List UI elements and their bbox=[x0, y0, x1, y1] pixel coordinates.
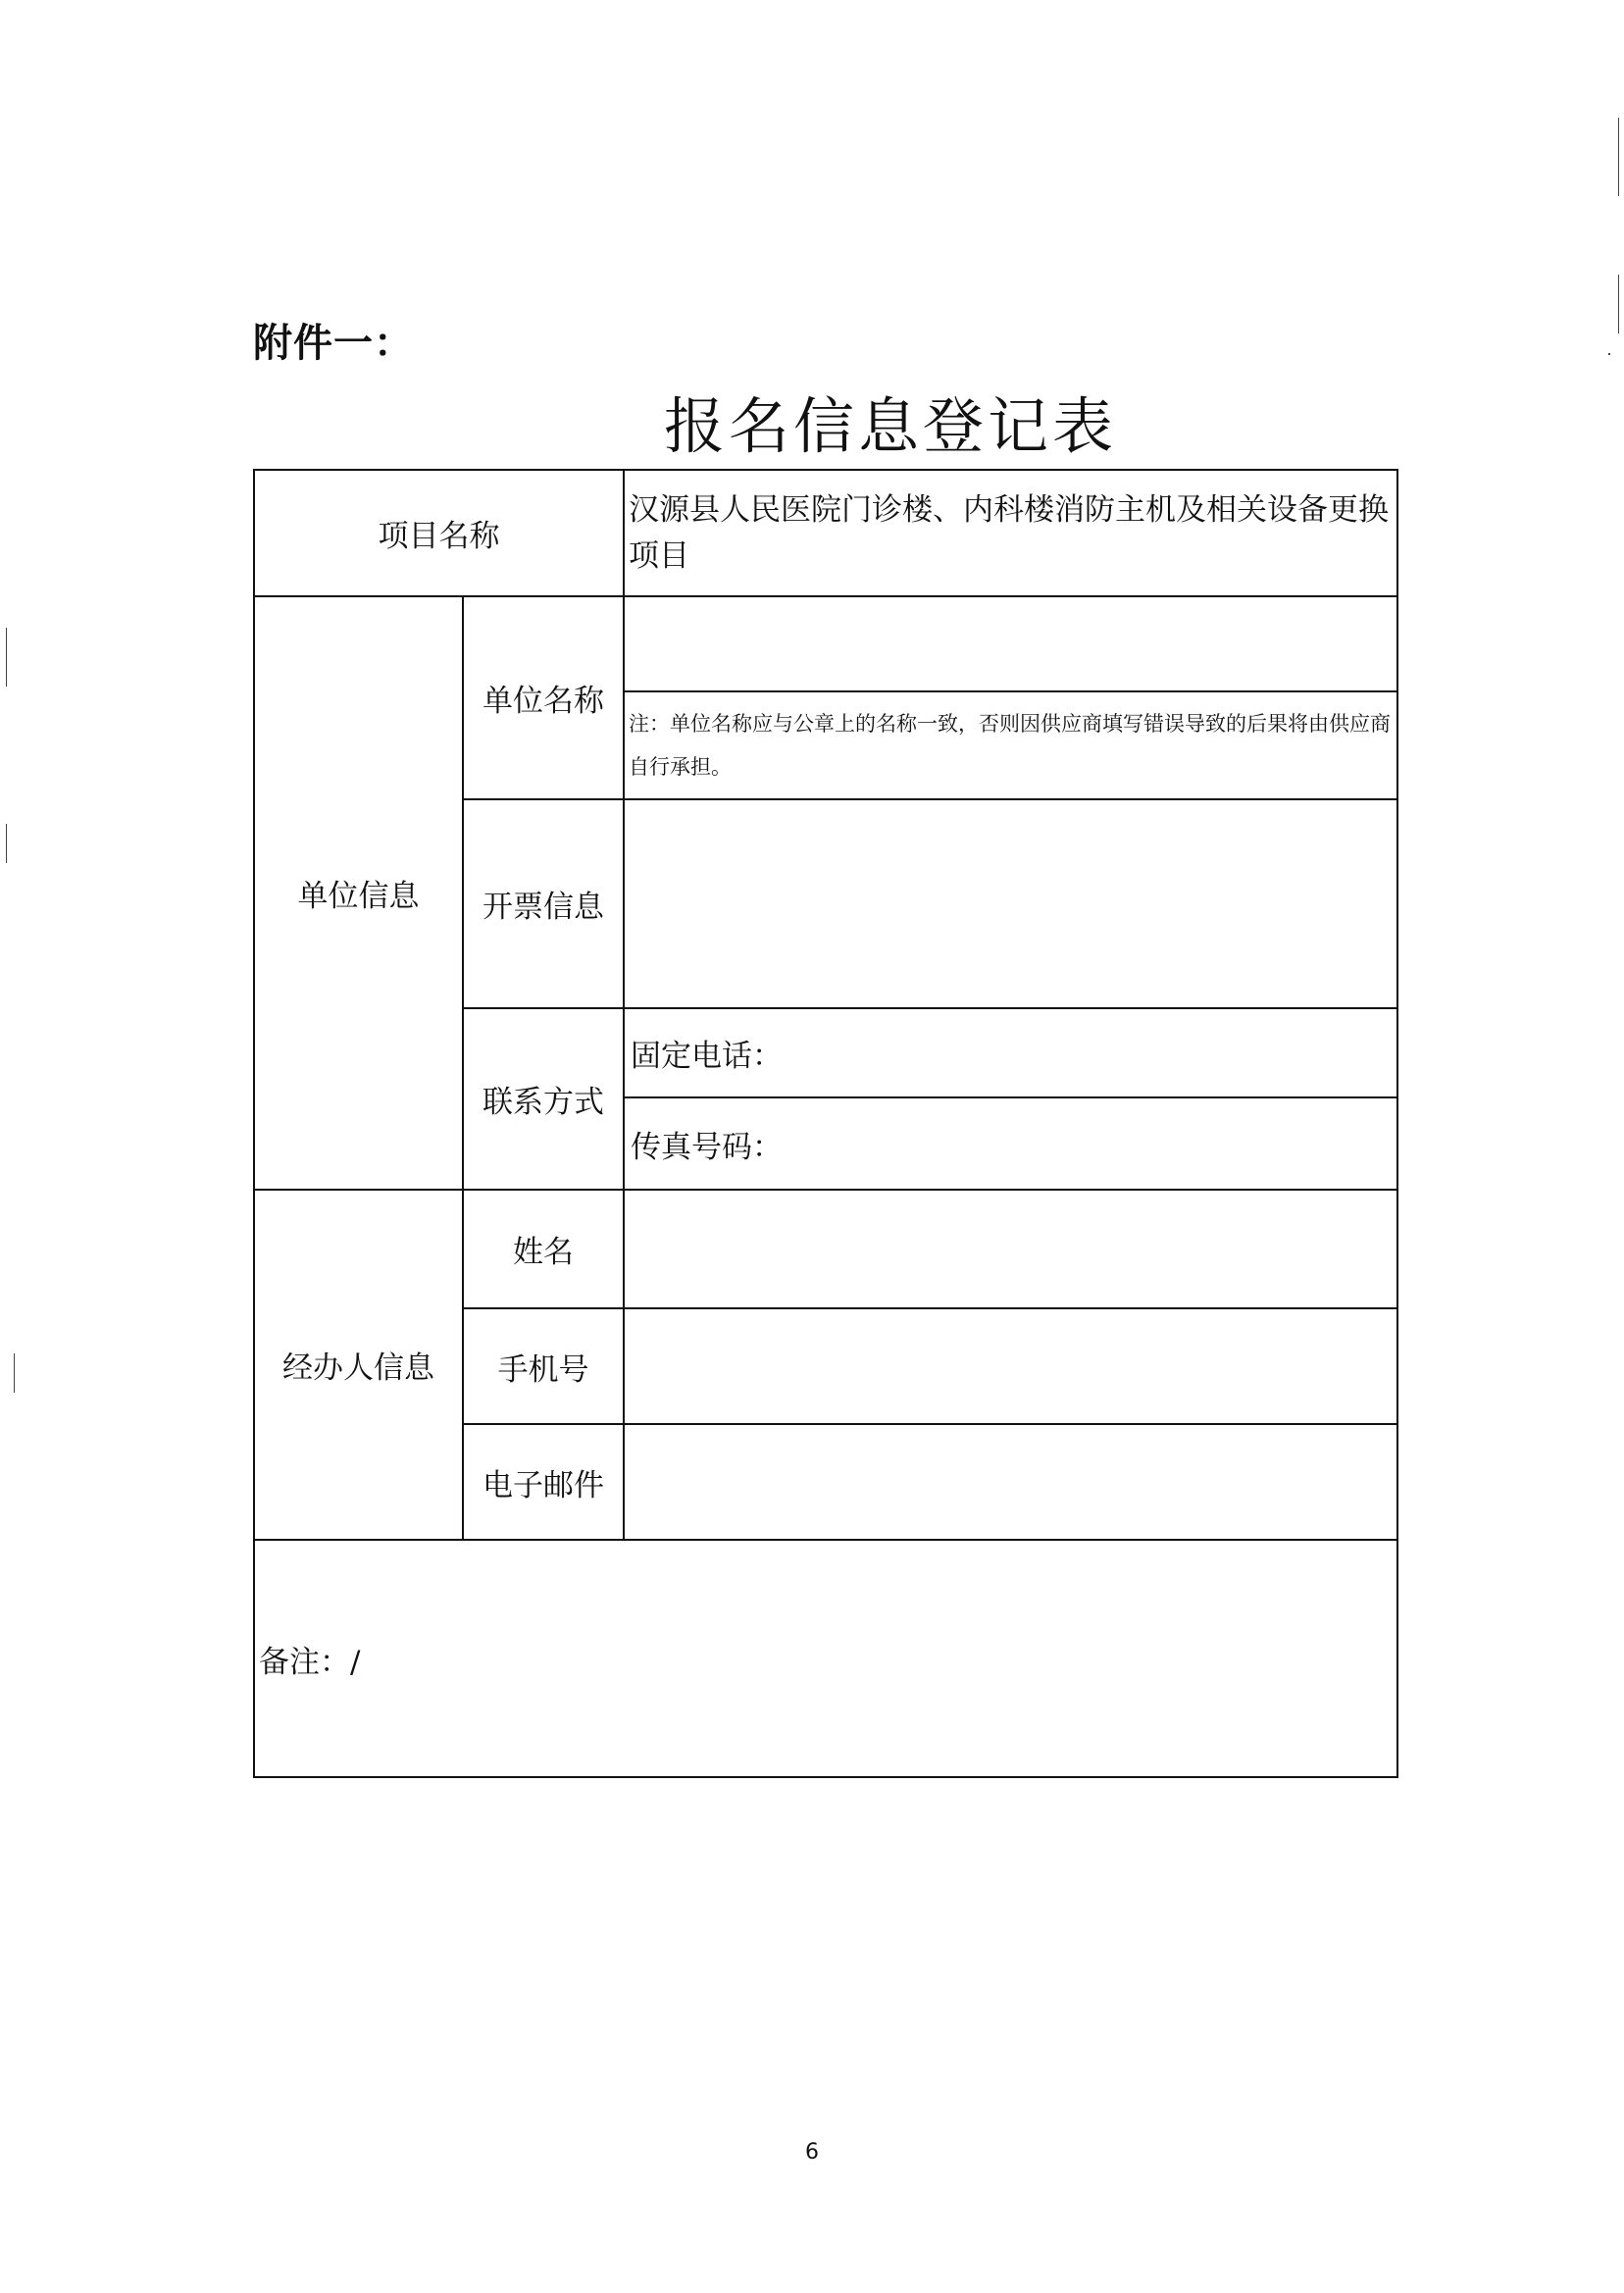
page-number: 6 bbox=[805, 2140, 819, 2165]
contact-method-label-text: 联系方式 bbox=[482, 1085, 604, 1120]
unit-name-note-text: 注：单位名称应与公章上的名称一致，否则因供应商填写错误导致的后果将由供应商自行承担。 bbox=[629, 712, 1391, 779]
scan-speck bbox=[6, 824, 7, 863]
attachment-label: 附件一： bbox=[253, 321, 414, 366]
email-label bbox=[464, 1425, 625, 1541]
handler-name-label bbox=[464, 1191, 625, 1309]
remarks-row bbox=[255, 1541, 1396, 1776]
mobile-label bbox=[464, 1309, 625, 1425]
scan-speck bbox=[1618, 275, 1619, 333]
project-name-text: 汉源县人民医院门诊楼、内科楼消防主机及相关设备更换项目 bbox=[629, 491, 1389, 574]
scan-speck bbox=[1618, 118, 1619, 196]
remarks-text: 备注：/ bbox=[259, 1644, 361, 1680]
landline-field[interactable] bbox=[625, 1009, 1396, 1098]
form-title: 报名信息登记表 bbox=[663, 390, 1117, 462]
unit-name-label-text: 单位名称 bbox=[482, 684, 604, 719]
handler-info-group-label bbox=[255, 1191, 464, 1541]
unit-name-note bbox=[625, 692, 1396, 800]
scan-speck bbox=[1608, 353, 1610, 355]
handler-info-group-text: 经办人信息 bbox=[282, 1350, 434, 1386]
project-name-label bbox=[255, 471, 625, 597]
registration-table bbox=[253, 469, 1398, 1778]
contact-method-label bbox=[464, 1009, 625, 1191]
invoice-info-input[interactable] bbox=[625, 800, 1396, 1009]
invoice-info-label bbox=[464, 800, 625, 1009]
unit-name-label bbox=[464, 597, 625, 800]
mobile-label-text: 手机号 bbox=[497, 1351, 589, 1388]
invoice-info-label-text: 开票信息 bbox=[482, 890, 604, 925]
unit-info-group-label bbox=[255, 597, 464, 1191]
unit-info-group-text: 单位信息 bbox=[297, 879, 420, 914]
project-name-label-text: 项目名称 bbox=[378, 519, 500, 554]
mobile-input[interactable] bbox=[625, 1309, 1396, 1425]
fax-label: 传真号码： bbox=[631, 1129, 783, 1165]
scan-speck bbox=[6, 628, 7, 687]
landline-label: 固定电话： bbox=[631, 1039, 783, 1074]
fax-field[interactable] bbox=[625, 1098, 1396, 1191]
unit-name-input[interactable] bbox=[625, 597, 1396, 692]
scan-speck bbox=[14, 1353, 15, 1393]
email-input[interactable] bbox=[625, 1425, 1396, 1541]
email-label-text: 电子邮件 bbox=[482, 1467, 604, 1503]
handler-name-label-text: 姓名 bbox=[513, 1235, 574, 1270]
project-name-value bbox=[625, 471, 1396, 597]
handler-name-input[interactable] bbox=[625, 1191, 1396, 1309]
